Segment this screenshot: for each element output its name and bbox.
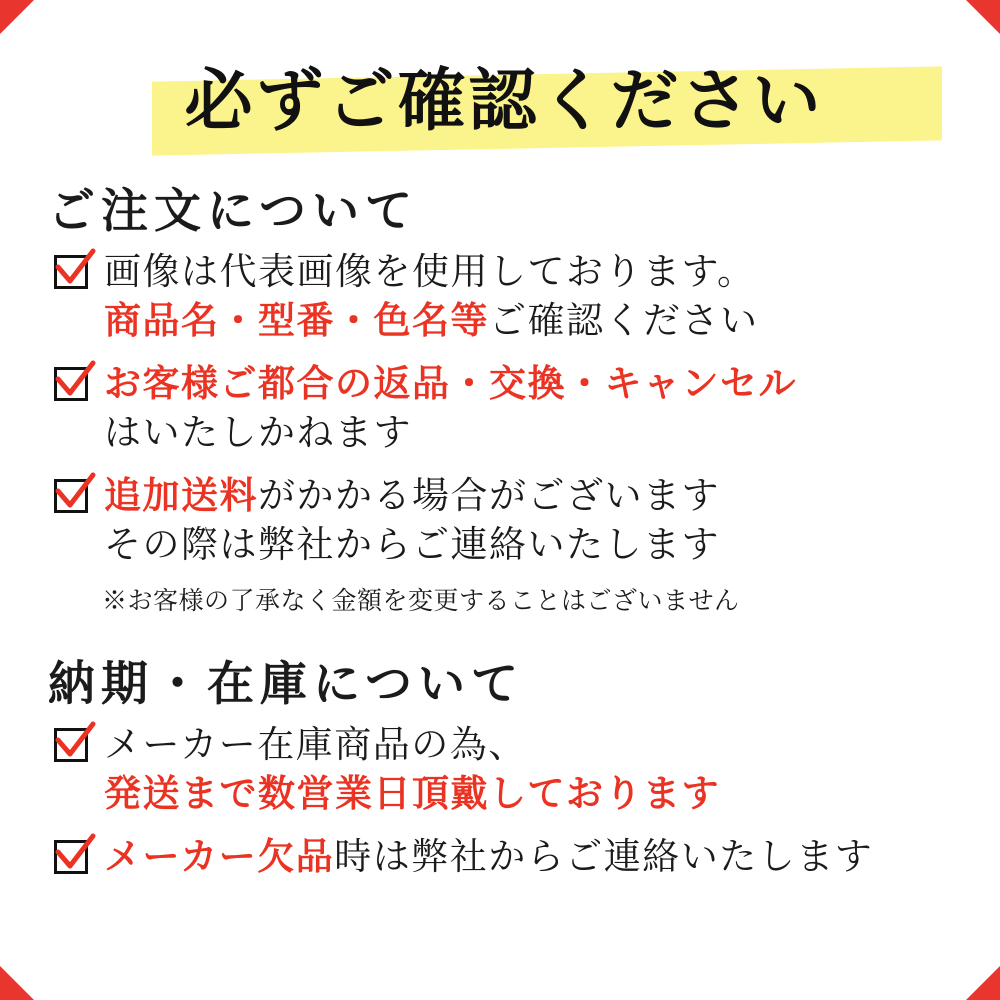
list-item-line-suffix: ご確認ください <box>489 299 759 342</box>
list-item-line-suffix: 時は弊社からご連絡いたします <box>334 835 874 878</box>
list-item <box>52 247 956 345</box>
checkbox-checked-icon <box>52 724 94 766</box>
list-item-line-suffix: がかかる場合がございます <box>258 474 720 517</box>
list-item-line: はいたしかねます <box>104 411 412 454</box>
section-heading-orders: ご注文について <box>48 184 419 239</box>
list-item-line: その際は弊社からご連絡いたします <box>104 523 720 566</box>
list-item-line <box>104 832 956 881</box>
title-text: 必ずご確認ください <box>184 62 824 141</box>
emphasis-text: 商品名・型番・色名等 <box>104 298 489 342</box>
list-item-line: 画像は代表画像を使用しております。 <box>104 250 756 293</box>
corner-accent-bottom-right <box>966 966 1000 1000</box>
page-title <box>44 48 956 156</box>
section-heading-delivery: 納期・在庫について <box>48 657 525 712</box>
emphasis-text: メーカー欠品 <box>104 834 335 878</box>
checkbox-checked-icon <box>52 836 94 878</box>
list-item <box>52 359 956 457</box>
list-item-line: お客様ご都合の返品・交換・キャンセル <box>104 361 797 405</box>
list-item-line: 発送まで数営業日頂戴しております <box>104 771 720 815</box>
list-item <box>52 832 956 881</box>
checkbox-checked-icon <box>52 363 94 405</box>
corner-accent-top-right <box>966 0 1000 34</box>
list-item-line <box>104 296 956 345</box>
list-item <box>52 471 956 569</box>
list-item <box>52 720 956 818</box>
list-item-line: メーカー在庫商品の為、 <box>104 723 527 766</box>
footnote-text: ※お客様の了承なく金額を変更することはございません <box>102 586 740 615</box>
corner-accent-top-left <box>0 0 34 34</box>
checkbox-checked-icon <box>52 251 94 293</box>
emphasis-text: 追加送料 <box>104 473 258 517</box>
list-item-line <box>104 471 956 520</box>
corner-accent-bottom-left <box>0 966 34 1000</box>
checkbox-checked-icon <box>52 475 94 517</box>
